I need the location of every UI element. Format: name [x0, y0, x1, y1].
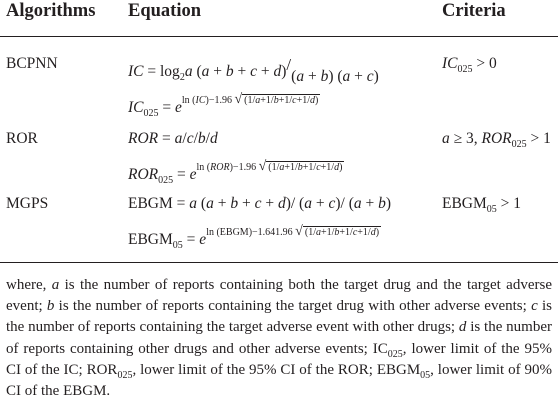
algorithm-name: BCPNN: [6, 55, 58, 72]
equation-1: ROR = a/c/b/d: [128, 130, 218, 147]
header-equation: Equation: [128, 1, 202, 21]
table-footnote: where, a is the number of reports containing both the target drug and the target adverse event; b is the number of reports containing the target drug with other adverse events; c is the number of reports containing the target adverse event with other drugs; d is the number of reports containing other drugs and other adverse events; $IC_{025}$, lower limit of the 95% CI of the IC; $ROR_{025}$, lower limit of the 95% CI of the ROR; $EBGM_{05}$, lower limit of 90% CI of the EBGM.: [6, 277, 552, 400]
criteria: $EBGM_{05} > 1$: [442, 195, 522, 215]
equation-2: $IC_{025} = e^{ln (IC)-1.96 √ (1/a+1/b+1/c+1/d)}$: [128, 92, 319, 119]
header-algorithms: Algorithms: [6, 1, 96, 21]
algorithm-name: MGPS: [6, 195, 49, 212]
equation-1: IC = $\log_2a$ (a + b + c + d)/(a + b) (a + c): [128, 55, 379, 85]
equation-2: $EBGM_{05} = e^{ln (EBGM)-1.641.96 √ (1/a+1/b+1/c+1/d)}$: [128, 224, 380, 251]
algorithm-name: ROR: [6, 130, 38, 147]
equation-1: EBGM = a (a + b + c + d)/ (a + c)/ (a + b): [128, 195, 392, 212]
criteria: a ≥ 3, $ROR_{025} > 1$: [442, 130, 551, 150]
bottom-rule: [0, 262, 558, 263]
header-criteria: Criteria: [442, 1, 506, 21]
equation-2: $ROR_{025} = e^{ln (ROR)-1.96 √ (1/a+1/b+1/c+1/d)}$: [128, 159, 343, 186]
header-rule: [0, 36, 558, 37]
criteria: $IC_{025} > 0$: [442, 55, 497, 75]
